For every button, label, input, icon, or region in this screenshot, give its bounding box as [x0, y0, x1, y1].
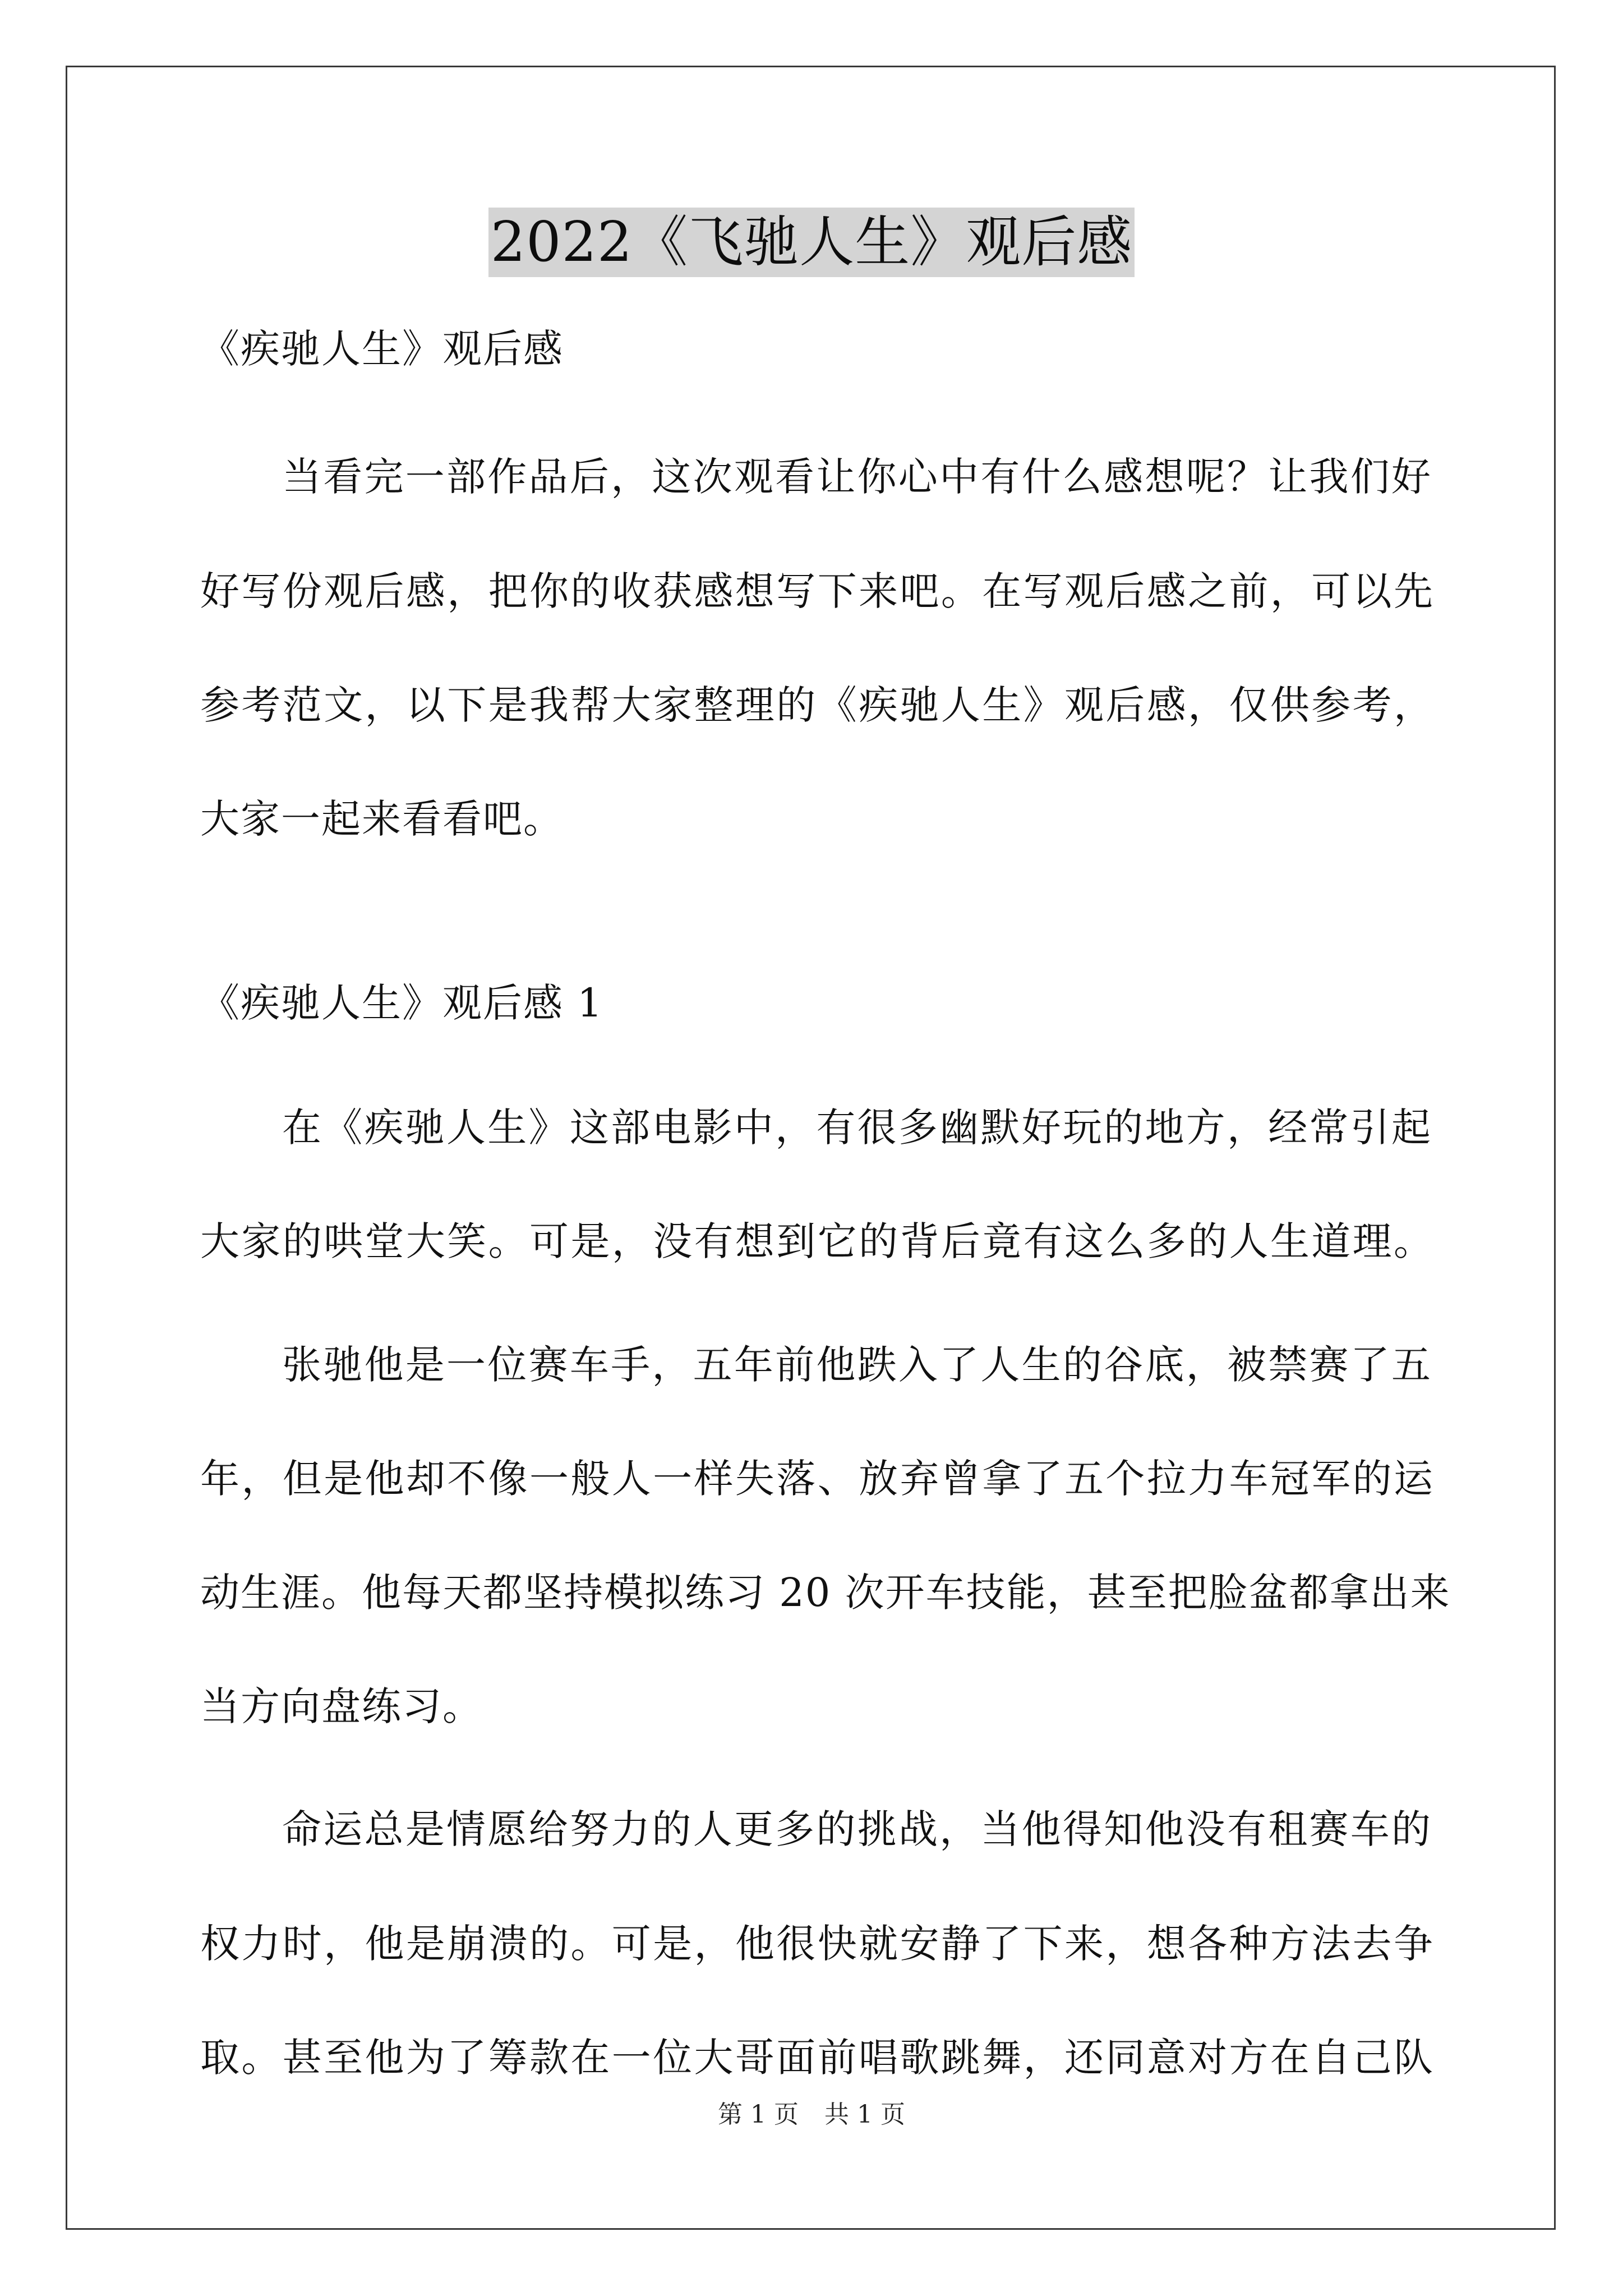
- paragraph-line: 参考范文，以下是我帮大家整理的《疾驰人生》观后感，仅供参考，: [200, 682, 1434, 728]
- page-footer: [0, 2098, 1623, 2132]
- section-heading: 《疾驰人生》观后感: [200, 326, 564, 372]
- section-heading: 《疾驰人生》观后感 1: [200, 980, 603, 1026]
- paragraph-line: 在《疾驰人生》这部电影中，有很多幽默好玩的地方，经常引起: [282, 1105, 1432, 1151]
- paragraph-line: 动生涯。他每天都坚持模拟练习 20 次开车技能，甚至把脸盆都拿出来: [200, 1570, 1451, 1616]
- paragraph-line: 取。甚至他为了筹款在一位大哥面前唱歌跳舞，还同意对方在自己队: [200, 2035, 1434, 2081]
- paragraph-line: 大家的哄堂大笑。可是，没有想到它的背后竟有这么多的人生道理。: [200, 1218, 1434, 1264]
- paragraph-line: 大家一起来看看吧。: [200, 796, 564, 842]
- paragraph-line: 当看完一部作品后，这次观看让你心中有什么感想呢？让我们好: [282, 454, 1432, 500]
- title-container: [0, 208, 1623, 277]
- paragraph-line: 张驰他是一位赛车手，五年前他跌入了人生的谷底，被禁赛了五: [282, 1342, 1432, 1388]
- paragraph-line: 好写份观后感，把你的收获感想写下来吧。在写观后感之前，可以先: [200, 568, 1434, 614]
- paragraph-line: 命运总是情愿给努力的人更多的挑战，当他得知他没有租赛车的: [282, 1806, 1432, 1852]
- page-total: 共 1 页: [824, 2100, 905, 2129]
- paragraph-line: 年，但是他却不像一般人一样失落、放弃曾拿了五个拉力车冠军的运: [200, 1456, 1434, 1502]
- page-number: 第 1 页: [718, 2100, 799, 2129]
- paragraph-line: 权力时，他是崩溃的。可是，他很快就安静了下来，想各种方法去争: [200, 1921, 1434, 1967]
- paragraph-line: 当方向盘练习。: [200, 1683, 483, 1729]
- document-title: 2022《飞驰人生》观后感: [488, 208, 1135, 277]
